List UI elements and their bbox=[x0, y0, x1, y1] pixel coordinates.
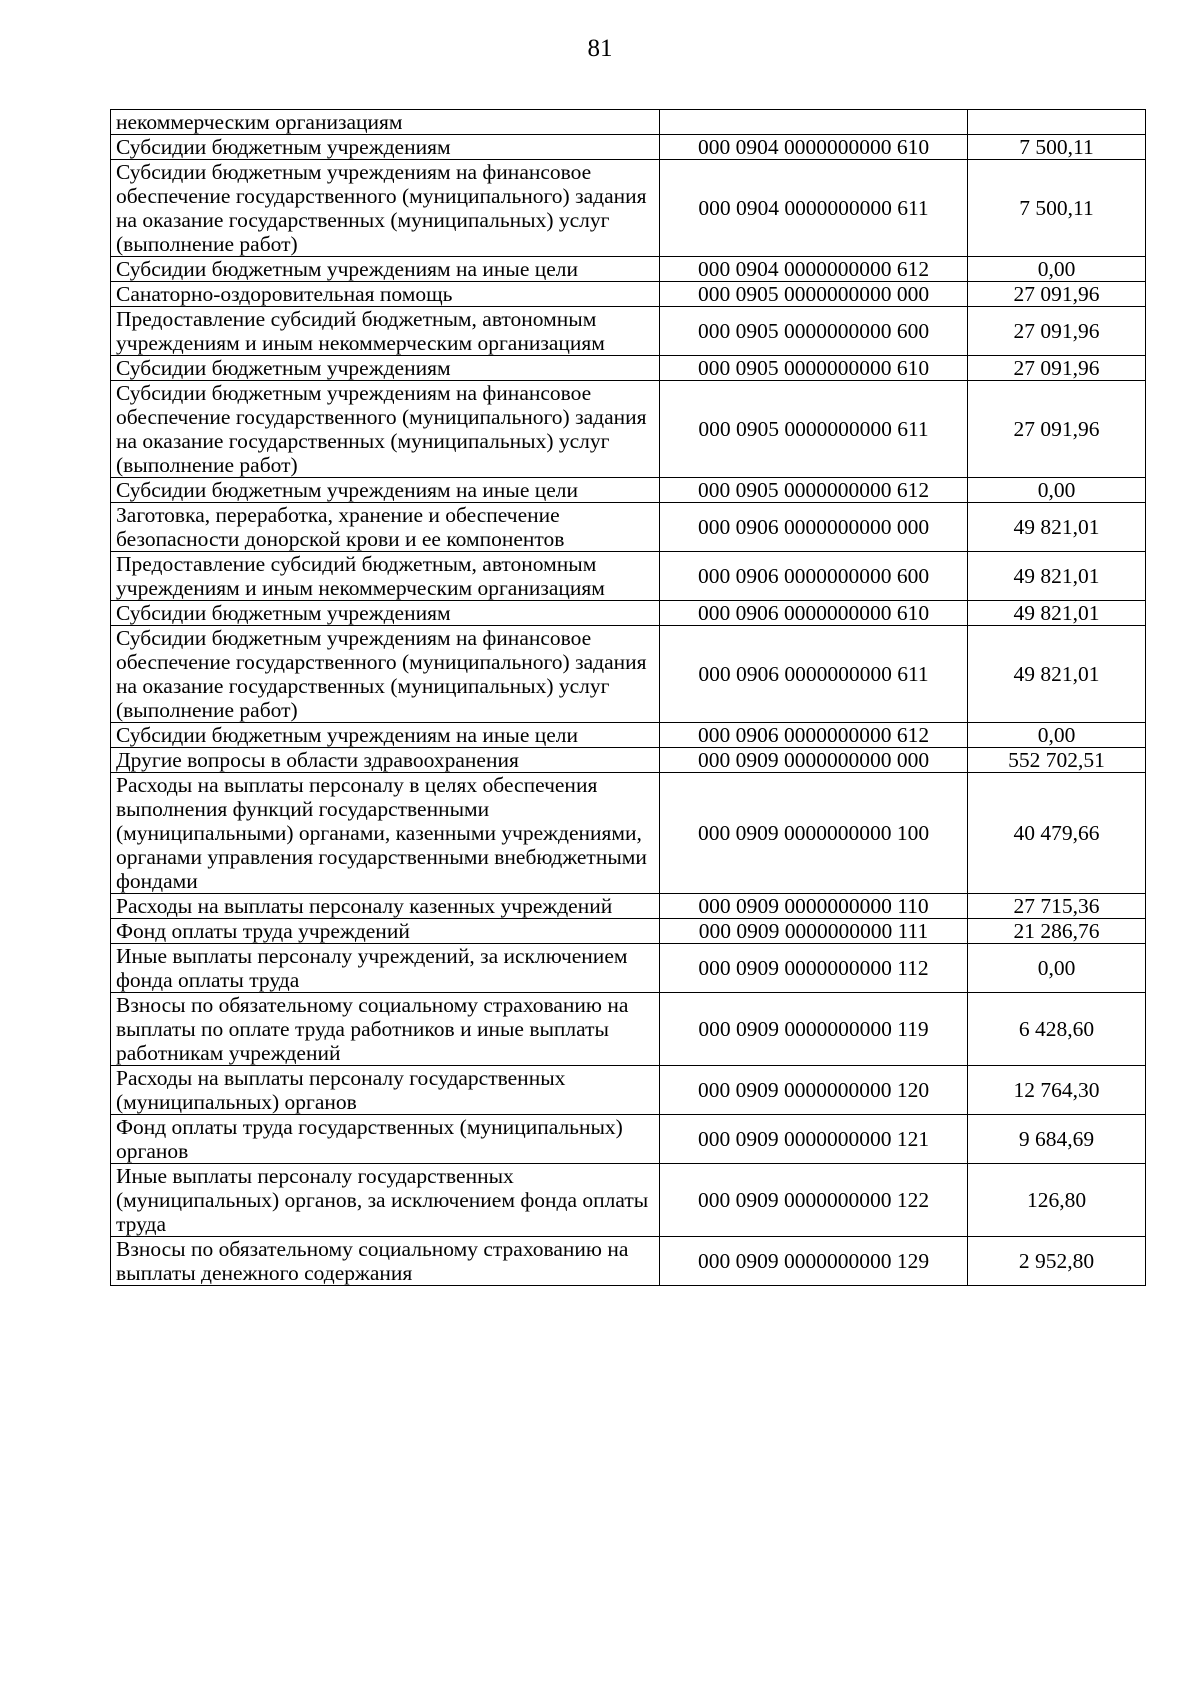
row-amount-cell: 27 091,96 bbox=[968, 307, 1146, 356]
row-name-cell: Фонд оплаты труда учреждений bbox=[111, 919, 660, 944]
table-row bbox=[111, 1066, 1146, 1115]
table-row bbox=[111, 894, 1146, 919]
row-code-cell: 000 0904 0000000000 612 bbox=[660, 257, 968, 282]
table-row bbox=[111, 1164, 1146, 1237]
row-name-cell: Предоставление субсидий бюджетным, автономным учреждениям и иным некоммерческим организациям bbox=[111, 307, 660, 356]
row-amount-cell: 49 821,01 bbox=[968, 503, 1146, 552]
budget-table-body bbox=[111, 110, 1146, 1286]
table-row bbox=[111, 919, 1146, 944]
table-row bbox=[111, 944, 1146, 993]
table-row bbox=[111, 1237, 1146, 1286]
row-code-cell: 000 0906 0000000000 000 bbox=[660, 503, 968, 552]
table-row bbox=[111, 135, 1146, 160]
row-amount-cell bbox=[968, 110, 1146, 135]
table-row bbox=[111, 307, 1146, 356]
row-code-cell: 000 0905 0000000000 600 bbox=[660, 307, 968, 356]
row-amount-cell: 40 479,66 bbox=[968, 773, 1146, 894]
row-code-cell: 000 0909 0000000000 112 bbox=[660, 944, 968, 993]
row-amount-cell: 27 091,96 bbox=[968, 282, 1146, 307]
row-name-cell: Субсидии бюджетным учреждениям на иные цели bbox=[111, 257, 660, 282]
row-amount-cell: 49 821,01 bbox=[968, 626, 1146, 723]
table-row bbox=[111, 257, 1146, 282]
table-row bbox=[111, 993, 1146, 1066]
row-name-cell: Заготовка, переработка, хранение и обеспечение безопасности донорской крови и ее компонентов bbox=[111, 503, 660, 552]
row-name-cell: Субсидии бюджетным учреждениям на иные цели bbox=[111, 478, 660, 503]
row-code-cell: 000 0909 0000000000 120 bbox=[660, 1066, 968, 1115]
row-code-cell: 000 0909 0000000000 110 bbox=[660, 894, 968, 919]
row-name-cell: Расходы на выплаты персоналу казенных учреждений bbox=[111, 894, 660, 919]
row-name-cell: Взносы по обязательному социальному страхованию на выплаты по оплате труда работников и иные выплаты работникам учреждений bbox=[111, 993, 660, 1066]
row-code-cell: 000 0909 0000000000 129 bbox=[660, 1237, 968, 1286]
row-amount-cell: 27 091,96 bbox=[968, 356, 1146, 381]
table-row bbox=[111, 748, 1146, 773]
row-name-cell: Субсидии бюджетным учреждениям bbox=[111, 135, 660, 160]
row-amount-cell: 12 764,30 bbox=[968, 1066, 1146, 1115]
row-name-cell: Субсидии бюджетным учреждениям на финансовое обеспечение государственного (муниципального) задания на оказание государственных (муниципальных) услуг (выполнение работ) bbox=[111, 160, 660, 257]
row-amount-cell: 0,00 bbox=[968, 478, 1146, 503]
table-row bbox=[111, 381, 1146, 478]
row-code-cell: 000 0909 0000000000 119 bbox=[660, 993, 968, 1066]
row-name-cell: Предоставление субсидий бюджетным, автономным учреждениям и иным некоммерческим организациям bbox=[111, 552, 660, 601]
row-code-cell: 000 0904 0000000000 611 bbox=[660, 160, 968, 257]
row-name-cell: Субсидии бюджетным учреждениям на иные цели bbox=[111, 723, 660, 748]
row-code-cell: 000 0909 0000000000 121 bbox=[660, 1115, 968, 1164]
row-code-cell: 000 0905 0000000000 611 bbox=[660, 381, 968, 478]
row-code-cell: 000 0905 0000000000 612 bbox=[660, 478, 968, 503]
row-code-cell: 000 0909 0000000000 100 bbox=[660, 773, 968, 894]
row-code-cell: 000 0904 0000000000 610 bbox=[660, 135, 968, 160]
row-code-cell: 000 0906 0000000000 611 bbox=[660, 626, 968, 723]
table-row bbox=[111, 110, 1146, 135]
row-amount-cell: 0,00 bbox=[968, 723, 1146, 748]
row-name-cell: Взносы по обязательному социальному страхованию на выплаты денежного содержания bbox=[111, 1237, 660, 1286]
row-name-cell: Субсидии бюджетным учреждениям bbox=[111, 601, 660, 626]
table-row bbox=[111, 601, 1146, 626]
row-amount-cell: 126,80 bbox=[968, 1164, 1146, 1237]
row-code-cell: 000 0906 0000000000 610 bbox=[660, 601, 968, 626]
row-amount-cell: 7 500,11 bbox=[968, 160, 1146, 257]
row-amount-cell: 0,00 bbox=[968, 944, 1146, 993]
row-amount-cell: 0,00 bbox=[968, 257, 1146, 282]
row-amount-cell: 27 715,36 bbox=[968, 894, 1146, 919]
row-code-cell: 000 0909 0000000000 000 bbox=[660, 748, 968, 773]
row-amount-cell: 49 821,01 bbox=[968, 601, 1146, 626]
budget-table bbox=[110, 109, 1146, 1286]
row-name-cell: Расходы на выплаты персоналу в целях обеспечения выполнения функций государственными (муниципальными) органами, казенными учреждениями, органами управления государственными внебюджетными фондами bbox=[111, 773, 660, 894]
table-row bbox=[111, 282, 1146, 307]
row-name-cell: Фонд оплаты труда государственных (муниципальных) органов bbox=[111, 1115, 660, 1164]
row-amount-cell: 6 428,60 bbox=[968, 993, 1146, 1066]
table-row bbox=[111, 356, 1146, 381]
row-amount-cell: 49 821,01 bbox=[968, 552, 1146, 601]
row-amount-cell: 552 702,51 bbox=[968, 748, 1146, 773]
page-number: 81 bbox=[587, 35, 613, 62]
row-name-cell: некоммерческим организациям bbox=[111, 110, 660, 135]
row-name-cell: Иные выплаты персоналу государственных (муниципальных) органов, за исключением фонда оплаты труда bbox=[111, 1164, 660, 1237]
row-name-cell: Иные выплаты персоналу учреждений, за исключением фонда оплаты труда bbox=[111, 944, 660, 993]
row-code-cell: 000 0905 0000000000 000 bbox=[660, 282, 968, 307]
row-amount-cell: 2 952,80 bbox=[968, 1237, 1146, 1286]
row-name-cell: Субсидии бюджетным учреждениям bbox=[111, 356, 660, 381]
row-name-cell: Санаторно-оздоровительная помощь bbox=[111, 282, 660, 307]
row-name-cell: Расходы на выплаты персоналу государственных (муниципальных) органов bbox=[111, 1066, 660, 1115]
table-row bbox=[111, 160, 1146, 257]
row-code-cell: 000 0909 0000000000 111 bbox=[660, 919, 968, 944]
table-row bbox=[111, 773, 1146, 894]
row-name-cell: Другие вопросы в области здравоохранения bbox=[111, 748, 660, 773]
table-row bbox=[111, 478, 1146, 503]
row-amount-cell: 21 286,76 bbox=[968, 919, 1146, 944]
row-amount-cell: 7 500,11 bbox=[968, 135, 1146, 160]
row-code-cell: 000 0906 0000000000 600 bbox=[660, 552, 968, 601]
table-row bbox=[111, 626, 1146, 723]
row-name-cell: Субсидии бюджетным учреждениям на финансовое обеспечение государственного (муниципального) задания на оказание государственных (муниципальных) услуг (выполнение работ) bbox=[111, 381, 660, 478]
row-code-cell: 000 0909 0000000000 122 bbox=[660, 1164, 968, 1237]
table-row bbox=[111, 723, 1146, 748]
row-amount-cell: 27 091,96 bbox=[968, 381, 1146, 478]
table-row bbox=[111, 552, 1146, 601]
table-row bbox=[111, 1115, 1146, 1164]
table-row bbox=[111, 503, 1146, 552]
row-code-cell bbox=[660, 110, 968, 135]
row-name-cell: Субсидии бюджетным учреждениям на финансовое обеспечение государственного (муниципального) задания на оказание государственных (муниципальных) услуг (выполнение работ) bbox=[111, 626, 660, 723]
row-code-cell: 000 0906 0000000000 612 bbox=[660, 723, 968, 748]
row-amount-cell: 9 684,69 bbox=[968, 1115, 1146, 1164]
row-code-cell: 000 0905 0000000000 610 bbox=[660, 356, 968, 381]
